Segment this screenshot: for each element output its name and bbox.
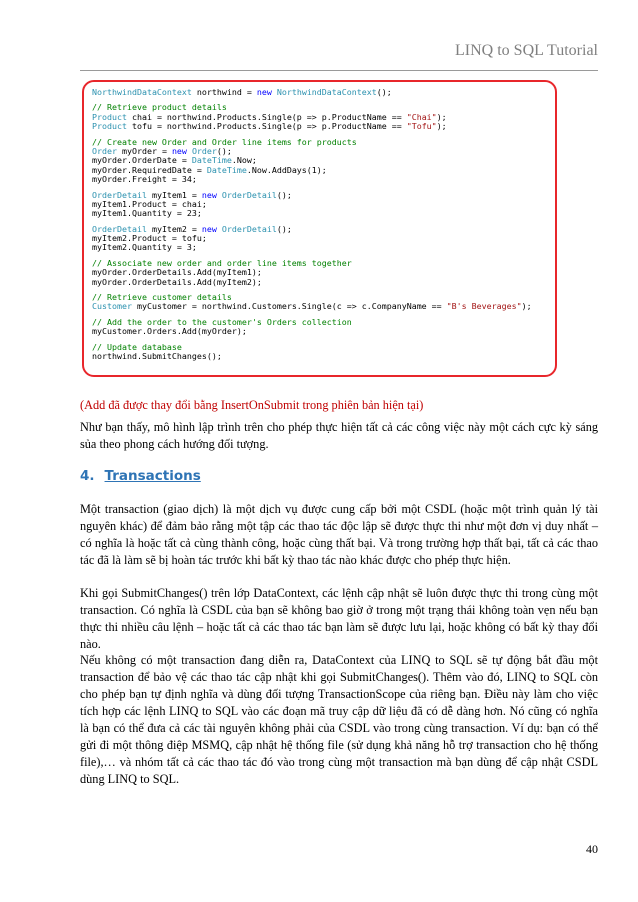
code-line [92,175,547,184]
code-token: myOrder = [116,145,172,156]
code-token: Order [92,145,117,156]
code-token: myItem1.Product = chai; [92,198,207,209]
code-token: OrderDetail [221,223,277,234]
code-token: .Now; [231,155,257,166]
code-token: "Tofu" [406,121,437,132]
code-line [92,122,547,131]
section-title: Transactions [104,468,201,484]
code-token: // Create new Order and Order line items for products [92,136,357,147]
paragraph-submitchanges: Khi gọi SubmitChanges() trên lớp DataContext, các lệnh cập nhật sẽ luôn được thực thi trong cùng một transaction. Có nghĩa là CSDL của bạn sẽ không bao giờ ở trong một trạng thái không toàn vẹn nếu bạn thực thi nhiều câu lệnh – hoặc tất cả các thao tác bạn làm sẽ được lưu lại, hoặc không có bất kỳ thay đổi nào. [80,586,598,651]
code-token: myOrder.OrderDetails.Add(myItem1); [92,267,262,278]
code-token: myItem1.Quantity = 23; [92,208,202,219]
code-token: myOrder.Freight = 34; [92,174,197,185]
code-token: DateTime [206,164,247,175]
code-token: myOrder.OrderDetails.Add(myItem2); [92,276,262,287]
code-token: (); [216,145,232,156]
code-line [92,243,547,252]
code-token: new [256,87,272,97]
code-token: northwind.SubmitChanges(); [92,350,222,361]
code-token: myItem2.Quantity = 3; [92,242,197,253]
code-line [92,209,547,218]
header-title: LINQ to SQL Tutorial [455,42,598,59]
code-token: northwind = [191,87,257,97]
code-token: tofu = northwind.Products.Single(p => p.ProductName == [126,121,407,132]
code-token: myOrder.RequiredDate = [92,164,207,175]
page-header [80,40,598,71]
code-token: new [201,223,217,234]
code-token: DateTime [191,155,232,166]
code-token: ); [521,301,532,312]
code-line [92,352,547,361]
code-token: // Associate new order and order line items together [92,257,352,268]
code-block [92,88,547,361]
code-token: "Chai" [406,111,437,122]
code-token: Product [92,121,127,132]
code-token: myItem2 = [146,223,202,234]
section-number: 4. [80,468,95,484]
code-token: new [171,145,187,156]
code-token: OrderDetail [221,189,277,200]
code-token: (); [376,87,392,97]
code-token: (); [276,223,292,234]
code-line [92,88,547,97]
code-token: .Now.AddDays(1); [246,164,327,175]
code-token: NorthwindDataContext [276,87,377,97]
code-line [92,327,547,336]
code-token: new [201,189,217,200]
code-token: // Retrieve customer details [92,292,232,303]
section-heading [80,468,201,484]
code-token: myCustomer.Orders.Add(myOrder); [92,326,247,337]
code-token: OrderDetail [92,189,147,200]
code-token: NorthwindDataContext [92,87,192,97]
code-token: // Update database [92,341,182,352]
code-token: OrderDetail [92,223,147,234]
code-token: "B's Beverages" [446,301,522,312]
code-snippet-frame [82,80,557,377]
code-token: myItem2.Product = tofu; [92,233,207,244]
code-token: // Add the order to the customer's Orders collection [92,316,352,327]
intro-paragraph: Như bạn thấy, mô hình lập trình trên cho phép thực hiện tất cả các công việc này một cách cực kỳ sáng sủa theo phong cách hướng đối tượng. [80,420,598,451]
code-token: (); [276,189,292,200]
code-line [92,278,547,287]
code-token: Customer [92,301,132,312]
code-token: ); [436,111,447,122]
paragraph-definition: Một transaction (giao dịch) là một dịch vụ được cung cấp bởi một CSDL (hoặc một trình quản lý tài nguyên khác) để đảm bảo rằng một tập các thao tác độc lập sẽ được thực thi như một đơn vị duy nhất – có nghĩa là hoặc tất cả cùng thành công, hoặc cùng thất bại. Và trong trường hợp thất bại, tất cả các thao tác đã là làm sẽ bị hoàn tác trước khi bất kỳ thao tác nào khác được cho phép thực hiện. [80,502,598,567]
code-caption: (Add đã được thay đổi bằng InsertOnSubmit trong phiên bản hiện tại) [80,398,424,412]
code-token: ); [436,121,447,132]
paragraph-transactionscope: Nếu không có một transaction đang diễn ra, DataContext của LINQ to SQL sẽ tự động bắt đầu một transaction để bảo vệ các thao tác cập nhật khi gọi SubmitChanges(). Thêm vào đó, LINQ to SQL còn cho phép bạn tự định nghĩa và dùng đối tượng TransactionScope của riêng bạn. Điều này làm cho việc tích hợp các lệnh LINQ to SQL vào các đoạn mã truy cập dữ liệu đã có dễ dàng hơn. Nó cũng có nghĩa là bạn có thể đưa cả các tài nguyên không phải của CSDL vào trong cùng transaction. Ví dụ: bạn có thể gửi đi một thông điệp MSMQ, cập nhật hệ thống file (sử dụng khả năng hỗ trợ transaction cho hệ thống file),… và nhóm tất cả các thao tác đó vào trong cùng một transaction mà bạn dùng để cập nhật CSDL dùng LINQ to SQL. [80,653,598,786]
code-token: myCustomer = northwind.Customers.Single(c => c.CompanyName == [131,301,447,312]
code-line [92,302,547,311]
code-token: // Retrieve product details [92,102,227,113]
code-token: Product [92,111,127,122]
code-token: Order [191,145,217,156]
code-token: chai = northwind.Products.Single(p => p.ProductName == [126,111,407,122]
code-token: myOrder.OrderDate = [92,155,192,166]
page-number: 40 [586,842,598,856]
code-token: myItem1 = [146,189,202,200]
